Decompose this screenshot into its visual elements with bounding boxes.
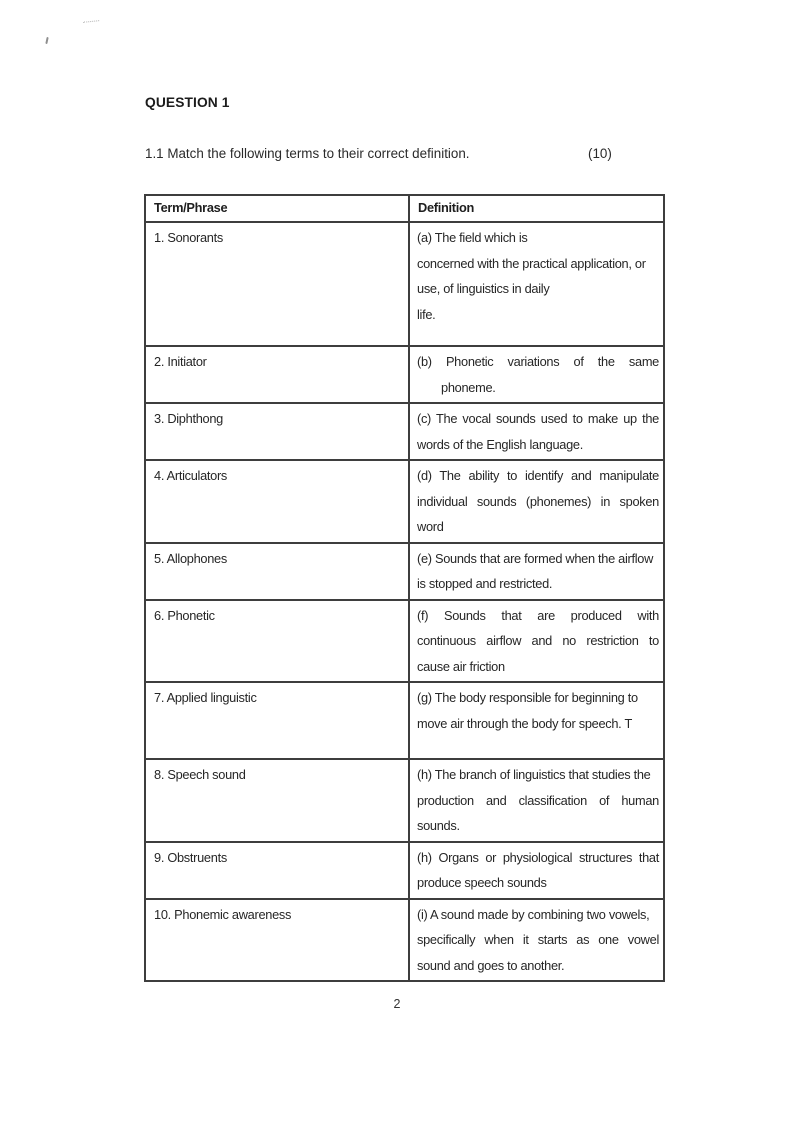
table-row	[145, 899, 664, 982]
term-text: 2. Initiator	[154, 354, 207, 369]
definition-line: (a) The field which is	[417, 230, 528, 245]
term-cell	[145, 403, 409, 460]
definition-line: cause air friction	[417, 658, 505, 674]
table-header-row	[145, 195, 664, 222]
instruction-text: 1.1 Match the following terms to their correct definition.	[145, 146, 470, 161]
definition-line: (e) Sounds that are formed when the airflow	[417, 550, 654, 566]
definition-cell	[409, 600, 664, 683]
scan-artifact-squiggle	[83, 16, 99, 23]
term-text: 1. Sonorants	[154, 230, 223, 245]
matching-table	[144, 194, 665, 982]
term-cell	[145, 222, 409, 346]
definition-line: individual sounds (phonemes) in spoken	[417, 493, 659, 509]
marks-allocation: (10)	[588, 146, 612, 161]
table-row	[145, 682, 664, 759]
definition-line: words of the English language.	[417, 436, 584, 452]
definition-cell	[409, 759, 664, 842]
definition-line: (g) The body responsible for beginning to	[417, 690, 638, 705]
definition-cell	[409, 346, 664, 403]
definition-cell	[409, 682, 664, 759]
definition-line: produce speech sounds	[417, 875, 547, 890]
term-cell	[145, 346, 409, 403]
scan-artifact-tick	[45, 37, 48, 44]
definition-line: sounds.	[417, 818, 460, 833]
table-row	[145, 759, 664, 842]
definition-line: move air through the body for speech. T	[417, 715, 632, 731]
term-text: 3. Diphthong	[154, 411, 223, 426]
term-cell	[145, 600, 409, 683]
table-row	[145, 346, 664, 403]
definition-line: word	[417, 519, 444, 534]
definition-line: sound and goes to another.	[417, 957, 565, 973]
definition-line: (i) A sound made by combining two vowels,	[417, 906, 650, 922]
definition-cell	[409, 842, 664, 899]
term-text: 4. Articulators	[154, 468, 228, 483]
term-cell	[145, 899, 409, 982]
definition-line: specifically when it starts as one vowel	[417, 932, 659, 947]
table-row	[145, 222, 664, 346]
definition-line: production and classification of human	[417, 792, 659, 808]
definition-line: (c) The vocal sounds used to make up the	[417, 411, 659, 426]
table-row	[145, 600, 664, 683]
term-text: 6. Phonetic	[154, 607, 215, 623]
term-text: 8. Speech sound	[154, 767, 246, 782]
definition-cell	[409, 460, 664, 543]
term-cell	[145, 842, 409, 899]
table-row	[145, 543, 664, 600]
definition-line: (f) Sounds that are produced with	[417, 607, 659, 623]
definition-line: life.	[417, 306, 436, 322]
definition-cell	[409, 222, 664, 346]
column-header-definition: Definition	[409, 195, 664, 222]
term-cell	[145, 759, 409, 842]
term-text: 9. Obstruents	[154, 849, 227, 865]
definition-line: (b) Phonetic variations of the same	[417, 354, 659, 369]
term-cell	[145, 460, 409, 543]
term-text: 7. Applied linguistic	[154, 690, 257, 705]
definition-line: (h) The branch of linguistics that studies the	[417, 767, 651, 782]
table-row	[145, 842, 664, 899]
term-text: 5. Allophones	[154, 550, 227, 566]
term-cell	[145, 543, 409, 600]
definition-cell	[409, 543, 664, 600]
definition-line: concerned with the practical application, or	[417, 255, 646, 271]
definition-line: use, of linguistics in daily	[417, 281, 550, 296]
question-title: QUESTION 1	[145, 95, 230, 110]
definition-line: (d) The ability to identify and manipulate	[417, 468, 659, 483]
definition-line: continuous airflow and no restriction to	[417, 633, 659, 648]
table-row	[145, 460, 664, 543]
definition-line: is stopped and restricted.	[417, 576, 553, 591]
term-cell	[145, 682, 409, 759]
page-number: 2	[393, 997, 401, 1011]
term-text: 10. Phonemic awareness	[154, 906, 292, 922]
table-row	[145, 403, 664, 460]
definition-line: phoneme.	[441, 379, 496, 395]
definition-line: (h) Organs or physiological structures that	[417, 849, 659, 865]
definition-cell	[409, 403, 664, 460]
column-header-term: Term/Phrase	[145, 195, 409, 222]
definition-cell	[409, 899, 664, 982]
